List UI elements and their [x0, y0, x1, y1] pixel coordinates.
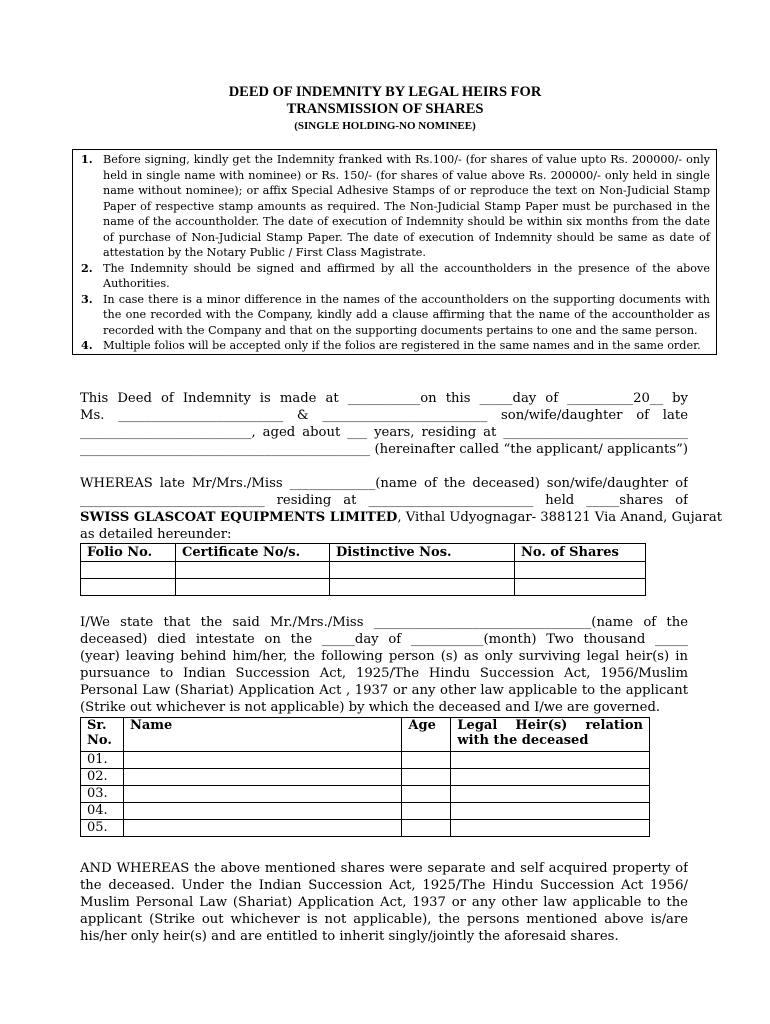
and-whereas-line-4: applicant (Strike out whichever is not applicable), the persons mentioned above is/are — [80, 912, 688, 927]
shares-table — [80, 543, 646, 596]
deed-line-2[interactable]: Ms. _________________________ & _________________________ son/wife/daughter of late — [80, 408, 688, 423]
col-age: Age — [402, 718, 451, 752]
sr-no-cell: 04. — [81, 803, 124, 820]
sr-no-cell: 01. — [81, 752, 124, 769]
whereas-line-4: as detailed hereunder: — [80, 527, 232, 542]
shares-cell[interactable] — [515, 579, 646, 596]
and-whereas-line-3: Muslim Personal Law (Shariat) Application Act, 1937 or any other law applicable to the — [80, 895, 688, 910]
relation-cell[interactable] — [451, 769, 650, 786]
whereas-line-3: SWISS GLASCOAT EQUIPMENTS LIMITED, Vithal Udyognagar- 388121 Via Anand, Gujarat — [80, 510, 723, 525]
whereas-line-2[interactable]: ____________________________ residing at _________________________ held _____shares of — [80, 493, 688, 508]
deed-line-4[interactable]: ____________________________________________ (hereinafter called “the applicant/ applicants”) — [80, 442, 688, 457]
shares-cell[interactable] — [515, 562, 646, 579]
col-sr-no: Sr. No. — [81, 718, 124, 752]
certificate-cell[interactable] — [176, 579, 330, 596]
col-no-of-shares: No. of Shares — [515, 544, 646, 562]
whereas-line-1[interactable]: WHEREAS late Mr/Mrs./Miss _____________(name of the deceased) son/wife/daughter of — [80, 476, 688, 491]
sr-no-cell: 02. — [81, 769, 124, 786]
age-cell[interactable] — [402, 752, 451, 769]
table-row — [81, 820, 650, 837]
statement-line-1[interactable]: I/We state that the said Mr./Mrs./Miss _________________________________(name of the — [80, 615, 688, 630]
table-row — [81, 562, 646, 579]
col-relation: Legal Heir(s) relation with the deceased — [451, 718, 650, 752]
table-row — [81, 752, 650, 769]
relation-cell[interactable] — [451, 786, 650, 803]
name-cell[interactable] — [123, 803, 401, 820]
age-cell[interactable] — [402, 786, 451, 803]
instruction-item: 1. Before signing, kindly get the Indemnity franked with Rs.100/- (for shares of value upto Rs. 200000/- only held in single name with nominee) or Rs. 150/- (for shares of value above Rs. 200000/- only held in single name without nominee); or affix Special Adhesive Stamps of or reproduce the text on Non-Judicial Stamp Paper of respective stamp amounts as required. The Non-Judicial Stamp Paper must be purchased in the name of the accountholder. The date of execution of Indemnity should be within six months from the date of purchase of Non-Judicial Stamp Paper. The date of execution of Indemnity should be same as date of attestation by the Notary Public / First Class Magistrate. — [81, 152, 710, 259]
relation-cell[interactable] — [451, 752, 650, 769]
whereas-paragraph — [80, 475, 723, 543]
statement-line-4: pursuance to Indian Succession Act, 1925/The Hindu Succession Act, 1956/Muslim — [80, 666, 688, 681]
and-whereas-paragraph — [80, 860, 688, 945]
name-cell[interactable] — [123, 752, 401, 769]
relation-cell[interactable] — [451, 820, 650, 837]
age-cell[interactable] — [402, 803, 451, 820]
instruction-item: 3. In case there is a minor difference in the names of the accountholders on the supporting documents with the one recorded with the Company, kindly add a clause affirming that the name of the accountholder as recorded with the Company and that on the supporting documents pertains to one and the same person. — [81, 291, 710, 337]
instruction-item: 4. Multiple folios will be accepted only if the folios are registered in the same names and in the same order. — [81, 338, 701, 352]
age-cell[interactable] — [402, 820, 451, 837]
folio-cell[interactable] — [81, 579, 176, 596]
deed-line-1[interactable]: This Deed of Indemnity is made at ___________on this _____day of __________20__ by — [80, 391, 688, 406]
instructions-box — [72, 149, 717, 355]
statement-line-3: (year) leaving behind him/her, the following person (s) as only surviving legal heir(s) in — [80, 649, 688, 664]
document-title-line-2: TRANSMISSION OF SHARES — [286, 101, 484, 117]
statement-line-2[interactable]: deceased) died intestate on the _____day of ___________(month) Two thousand _____ — [80, 632, 688, 647]
name-cell[interactable] — [123, 820, 401, 837]
table-row — [81, 803, 650, 820]
col-folio-no: Folio No. — [81, 544, 176, 562]
name-cell[interactable] — [123, 769, 401, 786]
statement-line-6: (Strike out whichever is not applicable) by which the deceased and I/we are governed. — [80, 700, 661, 715]
deed-line-3[interactable]: __________________________, aged about ___ years, residing at ____________________________ — [80, 425, 688, 440]
folio-cell[interactable] — [81, 562, 176, 579]
instruction-item: 2. The Indemnity should be signed and affirmed by all the accountholders in the presence of the above Authorities. — [81, 260, 710, 290]
sr-no-cell: 03. — [81, 786, 124, 803]
table-row — [81, 579, 646, 596]
certificate-cell[interactable] — [176, 562, 330, 579]
document-title-line-1: DEED OF INDEMNITY BY LEGAL HEIRS FOR — [228, 84, 542, 100]
relation-cell[interactable] — [451, 803, 650, 820]
document-subtitle: (SINGLE HOLDING-NO NOMINEE) — [294, 120, 476, 132]
and-whereas-line-1: AND WHEREAS the above mentioned shares were separate and self acquired property of — [80, 861, 688, 876]
distinctive-cell[interactable] — [330, 562, 515, 579]
legal-heirs-table — [80, 717, 650, 837]
name-cell[interactable] — [123, 786, 401, 803]
table-row — [81, 769, 650, 786]
col-distinctive-nos: Distinctive Nos. — [330, 544, 515, 562]
table-row — [81, 786, 650, 803]
age-cell[interactable] — [402, 769, 451, 786]
col-certificate-nos: Certificate No/s. — [176, 544, 330, 562]
sr-no-cell: 05. — [81, 820, 124, 837]
and-whereas-line-5: his/her only heir(s) and are entitled to inherit singly/jointly the aforesaid shares. — [80, 929, 619, 944]
company-name: SWISS GLASCOAT EQUIPMENTS LIMITED — [80, 510, 398, 525]
and-whereas-line-2: the deceased. Under the Indian Succession Act, 1925/The Hindu Succession Act 1956/ — [80, 878, 688, 893]
statement-line-5: Personal Law (Shariat) Application Act , 1937 or any other law applicable to the applicant — [80, 683, 688, 698]
col-name: Name — [123, 718, 401, 752]
distinctive-cell[interactable] — [330, 579, 515, 596]
deed-paragraph — [80, 390, 688, 458]
statement-paragraph — [80, 614, 688, 716]
